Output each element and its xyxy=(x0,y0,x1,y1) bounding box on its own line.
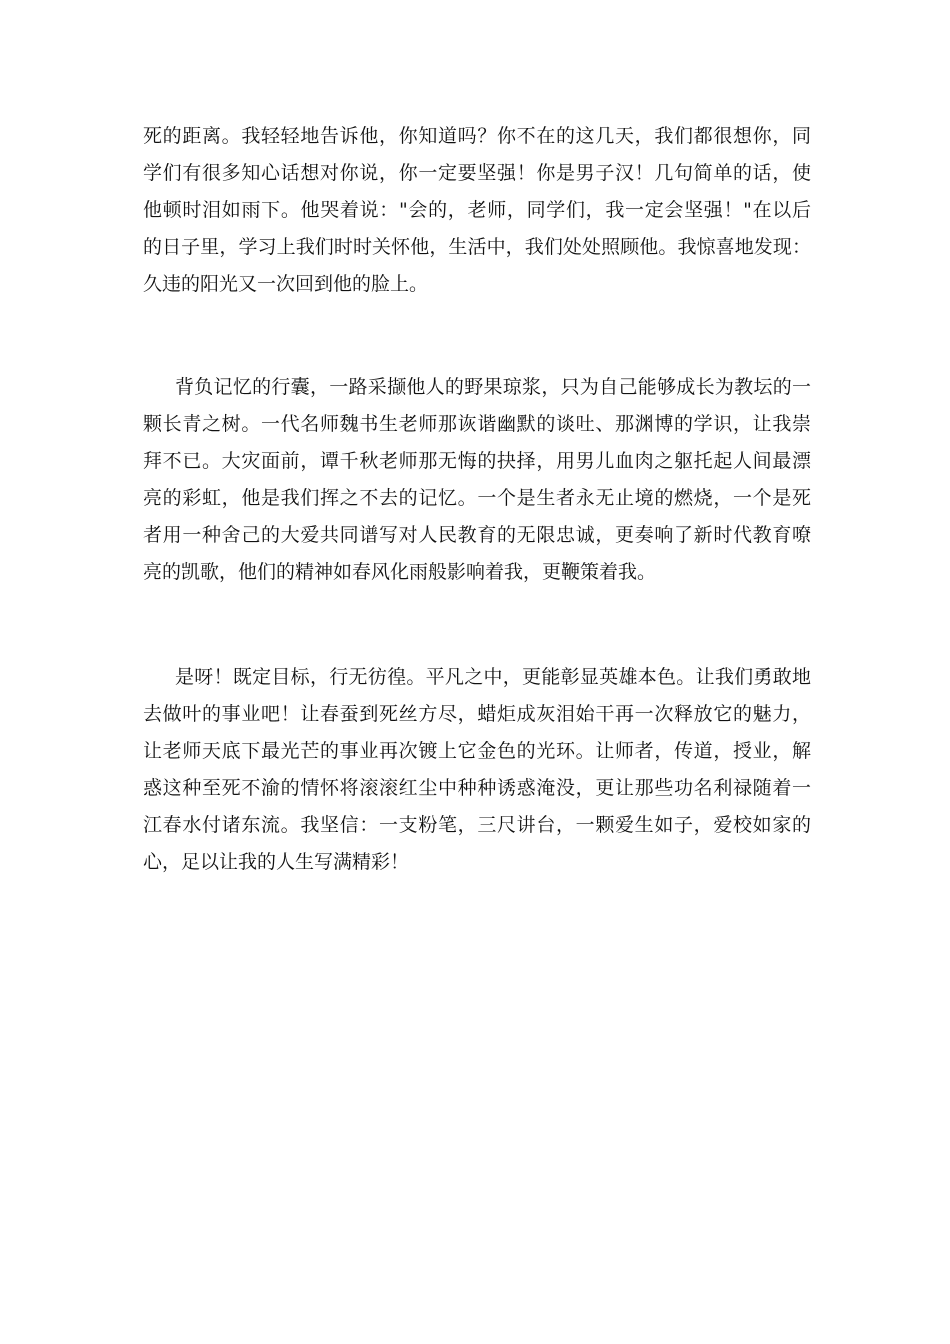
paragraph-role-models xyxy=(143,369,811,591)
text-line: 是呀！既定目标，行无彷徨。平凡之中，更能彰显英雄本色。让我们勇敢地 xyxy=(175,666,811,688)
text-line: 他顿时泪如雨下。他哭着说："会的，老师，同学们，我一定会坚强！"在以后 xyxy=(143,199,811,221)
text-line: 去做叶的事业吧！让春蚕到死丝方尽，蜡炬成灰泪始干再一次释放它的魅力， xyxy=(143,703,811,725)
text-line: 惑这种至死不渝的情怀将滚滚红尘中种种诱惑淹没，更让那些功名利禄随着一 xyxy=(143,777,811,799)
paragraph-student-care xyxy=(143,118,811,303)
paragraph-conclusion xyxy=(143,659,811,881)
text-line: 久违的阳光又一次回到他的脸上。 xyxy=(143,273,429,295)
text-line: 死的距离。我轻轻地告诉他，你知道吗？你不在的这几天，我们都很想你，同 xyxy=(143,125,811,147)
text-line: 让老师天底下最光芒的事业再次镀上它金色的光环。让师者，传道，授业，解 xyxy=(143,740,811,762)
text-line: 者用一种舍己的大爱共同谱写对人民教育的无限忠诚，更奏响了新时代教育嘹 xyxy=(143,524,811,546)
text-line: 拜不已。大灾面前，谭千秋老师那无悔的抉择，用男儿血肉之躯托起人间最漂 xyxy=(143,450,811,472)
text-line: 亮的彩虹，他是我们挥之不去的记忆。一个是生者永无止境的燃烧，一个是死 xyxy=(143,487,811,509)
text-line: 学们有很多知心话想对你说，你一定要坚强！你是男子汉！几句简单的话，使 xyxy=(143,162,811,184)
text-line: 背负记忆的行囊，一路采撷他人的野果琼浆，只为自己能够成长为教坛的一 xyxy=(175,376,811,398)
text-line: 的日子里，学习上我们时时关怀他，生活中，我们处处照顾他。我惊喜地发现： xyxy=(143,236,811,258)
text-line: 亮的凯歌，他们的精神如春风化雨般影响着我，更鞭策着我。 xyxy=(143,561,657,583)
text-line: 江春水付诸东流。我坚信：一支粉笔，三尺讲台，一颗爱生如子，爱校如家的 xyxy=(143,814,811,836)
text-line: 颗长青之树。一代名师魏书生老师那诙谐幽默的谈吐、那渊博的学识，让我崇 xyxy=(143,413,811,435)
text-line: 心，足以让我的人生写满精彩！ xyxy=(143,851,410,873)
